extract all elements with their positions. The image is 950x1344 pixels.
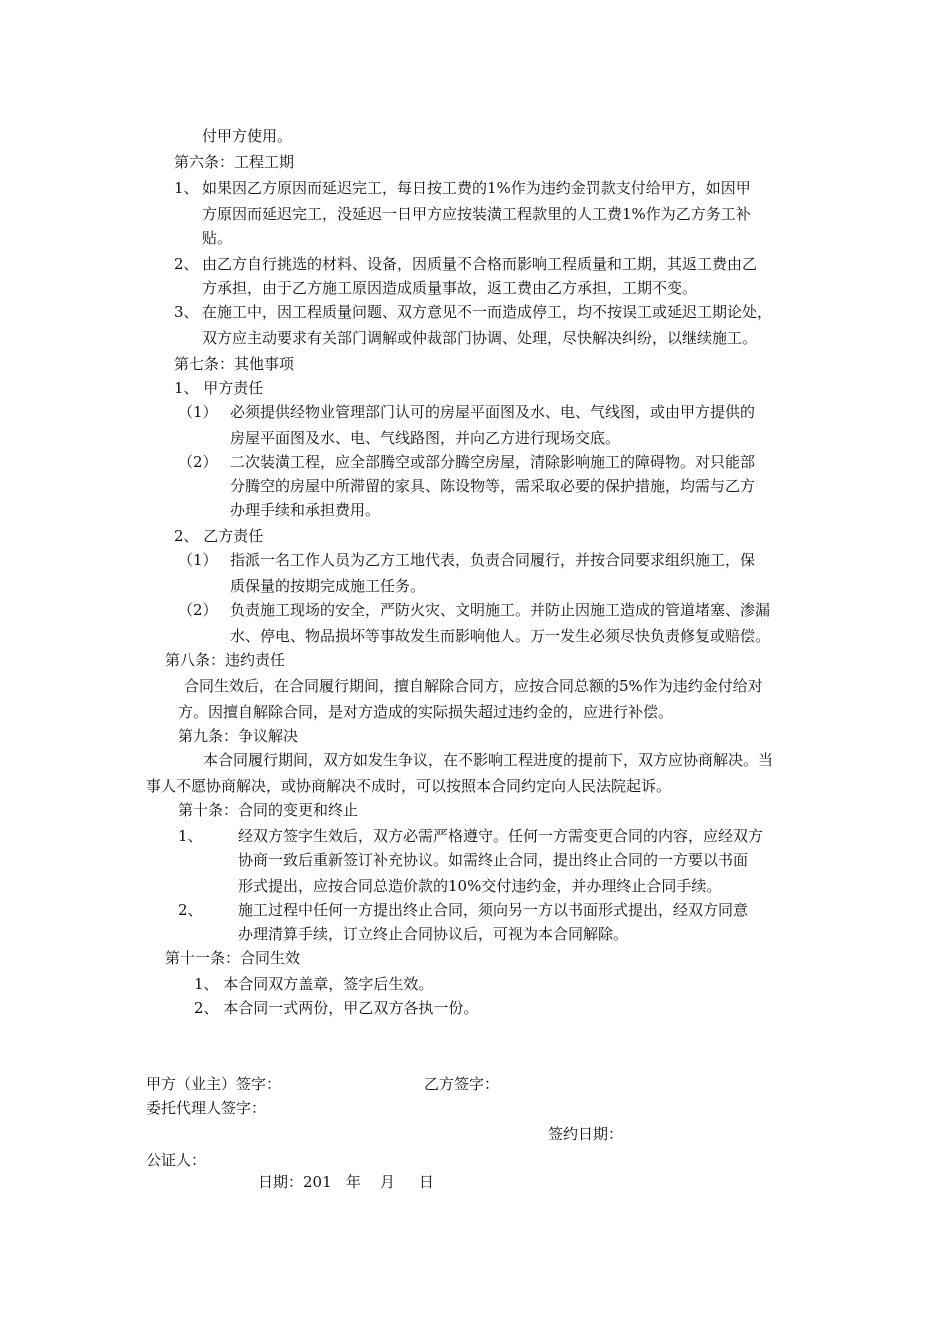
article-6-item-1-number: 1、 (174, 179, 199, 197)
article-10-item-1-line: 形式提出，应按合同总造价款的10%交付违约金，并办理终止合同手续。 (238, 877, 722, 895)
article-10-item-2-number: 2、 (178, 901, 203, 919)
party-a-item-2-line: 分腾空的房屋中所滞留的家具、陈设物等，需采取必要的保护措施，均需与乙方 (230, 477, 756, 495)
article-10-title: 第十条：合同的变更和终止 (178, 801, 359, 819)
article-6-item-2-number: 2、 (174, 255, 199, 273)
article-9-title: 第九条：争议解决 (178, 727, 299, 745)
article-9-line: 本合同履行期间，双方如发生争议，在不影响工程进度的提前下，双方应协商解决。当 (203, 751, 774, 769)
party-a-item-2-line: 办理手续和承担费用。 (230, 501, 381, 519)
party-b-responsibility-heading: 2、 乙方责任 (174, 527, 264, 545)
party-b-item-1-number: （1） (178, 551, 218, 569)
sign-date-label: 签约日期： (548, 1125, 624, 1143)
article-6-title: 第六条：工程工期 (174, 153, 295, 171)
article-6-item-3-line: 在施工中，因工程质量问题、双方意见不一而造成停工，均不按误工或延迟工期论处， (202, 303, 773, 321)
article-6-item-3-number: 3、 (174, 303, 199, 321)
article-11-title: 第十一条：合同生效 (165, 949, 301, 967)
continuation-text: 付甲方使用。 (202, 127, 293, 145)
article-11-item: 2、 本合同一式两份，甲乙双方各执一份。 (194, 999, 479, 1017)
article-10-item-1-line: 协商一致后重新签订补充协议。如需终止合同，提出终止合同的一方要以书面 (238, 851, 749, 869)
article-8-line: 方。因擅自解除合同，是对方造成的实际损失超过违约金的，应进行补偿。 (178, 703, 674, 721)
article-8-line: 合同生效后，在合同履行期间，擅自解除合同方，应按合同总额的5%作为违约金付给对 (184, 677, 763, 695)
party-a-item-1-number: （1） (178, 403, 218, 421)
article-6-item-3-line: 双方应主动要求有关部门调解或仲裁部门协调、处理，尽快解决纠纷，以继续施工。 (202, 329, 758, 347)
date-line: 日期：201 年 月 日 (258, 1173, 434, 1191)
article-6-item-1-line: 贴。 (202, 229, 233, 247)
party-b-signature-label: 乙方签字： (424, 1075, 500, 1093)
article-6-item-2-line: 方承担，由于乙方施工原因造成质量事故，返工费由乙方承担，工期不变。 (202, 279, 698, 297)
article-11-item: 1、 本合同双方盖章，签字后生效。 (194, 975, 434, 993)
party-a-item-2-line: 二次装潢工程，应全部腾空或部分腾空房屋，清除影响施工的障碍物。对只能部 (230, 453, 756, 471)
party-a-item-2-number: （2） (178, 453, 218, 471)
party-b-item-1-line: 质保量的按期完成施工任务。 (230, 577, 426, 595)
article-10-item-2-line: 施工过程中任何一方提出终止合同，须向另一方以书面形式提出，经双方同意 (238, 901, 749, 919)
article-6-item-1-line: 方原因而延迟完工，没延迟一日甲方应按装潢工程款里的人工费1%作为乙方务工补 (202, 205, 751, 223)
article-8-title: 第八条：违约责任 (165, 651, 286, 669)
article-10-item-1-line: 经双方签字生效后，双方必需严格遵守。任何一方需变更合同的内容，应经双方 (238, 827, 764, 845)
notary-label: 公证人： (146, 1151, 207, 1169)
party-b-item-2-line: 负责施工现场的安全，严防火灾、文明施工。并防止因施工造成的管道堵塞、渗漏 (230, 601, 771, 619)
article-10-item-2-line: 办理清算手续，订立终止合同协议后，可视为本合同解除。 (238, 925, 629, 943)
party-a-item-1-line: 必须提供经物业管理部门认可的房屋平面图及水、电、气线图，或由甲方提供的 (230, 403, 756, 421)
party-a-responsibility-heading: 1、 甲方责任 (174, 379, 264, 397)
party-b-item-1-line: 指派一名工作人员为乙方工地代表，负责合同履行，并按合同要求组织施工，保 (230, 551, 756, 569)
article-9-line: 事人不愿协商解决，或协商解决不成时，可以按照本合同约定向人民法院起诉。 (146, 777, 672, 795)
agent-signature-label: 委托代理人签字： (146, 1099, 267, 1117)
party-b-item-2-line: 水、停电、物品损坏等事故发生而影响他人。万一发生必须尽快负责修复或赔偿。 (230, 627, 771, 645)
party-a-signature-label: 甲方（业主）签字： (146, 1075, 282, 1093)
article-10-item-1-number: 1、 (178, 827, 203, 845)
article-6-item-2-line: 由乙方自行挑选的材料、设备，因质量不合格而影响工程质量和工期，其返工费由乙 (202, 255, 758, 273)
party-b-item-2-number: （2） (178, 601, 218, 619)
article-7-title: 第七条：其他事项 (174, 355, 295, 373)
party-a-item-1-line: 房屋平面图及水、电、气线路图，并向乙方进行现场交底。 (230, 429, 621, 447)
article-6-item-1-line: 如果因乙方原因而延迟完工，每日按工费的1%作为违约金罚款支付给甲方，如因甲 (202, 179, 751, 197)
